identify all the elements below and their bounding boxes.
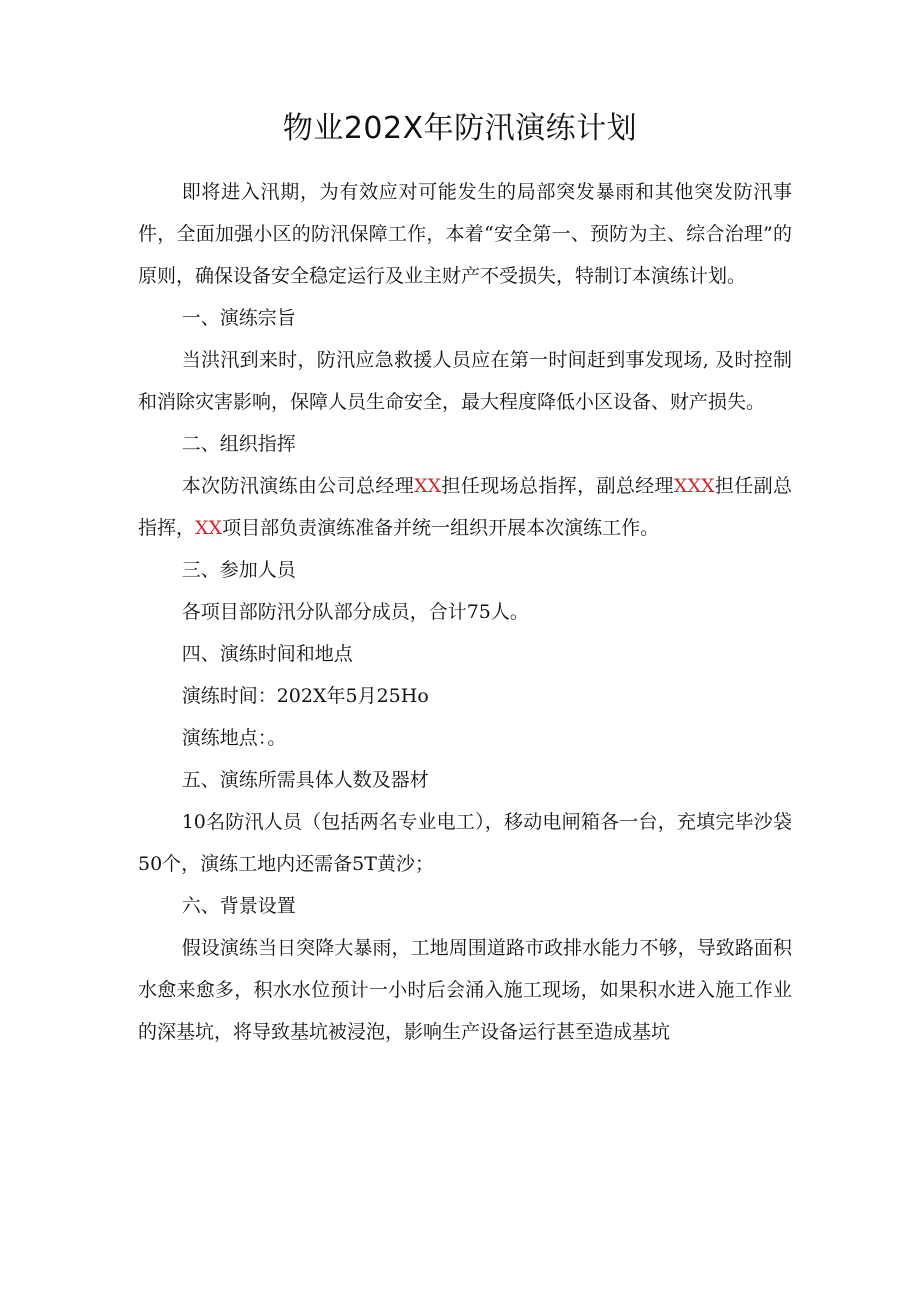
intro-paragraph: 即将进入汛期，为有效应对可能发生的局部突发暴雨和其他突发防汛事件，全面加强小区的防汛保障工作，本着“安全第一、预防为主、综合治理”的原则，确保设备安全稳定运行及业主财产不受损失，特制订本演练计划。 [138,181,792,287]
drill-time: 演练时间：202X年5月25Ho [181,685,429,707]
section-heading-scenario: 六、背景设置 [181,895,296,917]
command-text-4: 项目部负责演练准备并统一组织开展本次演练工作。 [222,517,660,539]
section-heading-purpose: 一、演练宗旨 [181,307,296,329]
command-text-1: 本次防汛演练由公司总经理 [181,475,415,497]
section-heading-participants: 三、参加人员 [181,559,296,581]
section-heading-command: 二、组织指挥 [181,433,296,455]
scenario-paragraph: 假设演练当日突降大暴雨，工地周围道路市政排水能力不够，导致路面积水愈来愈多，积水水位预计一小时后会涌入施工现场，如果积水进入施工作业的深基坑，将导致基坑被浸泡，影响生产设备运行甚至造成基坑 [138,937,792,1043]
placeholder-general-manager: XX [414,475,442,497]
document-body [138,171,792,1053]
purpose-paragraph: 当洪汛到来时，防汛应急救援人员应在第一时间赶到事发现场, 及时控制和消除灾害影响，保障人员生命安全，最大程度降低小区设备、财产损失。 [138,349,792,413]
command-paragraph [138,465,792,549]
section-heading-time-place: 四、演练时间和地点 [181,643,353,665]
drill-location: 演练地点：。 [181,727,287,749]
command-text-3: 担任副总指挥， [138,475,792,539]
placeholder-deputy-manager: XXX [673,475,715,497]
equipment-paragraph: 10名防汛人员（包括两名专业电工），移动电闸箱各一台，充填完毕沙袋50个，演练工地内还需备5T黄沙； [138,811,792,875]
section-heading-equipment: 五、演练所需具体人数及器材 [181,769,429,791]
command-text-2: 担任现场总指挥，副总经理 [441,475,674,497]
document-title: 物业202X年防汛演练计划 [282,111,638,147]
placeholder-project-department: XX [195,517,223,539]
participants-paragraph: 各项目部防汛分队部分成员，合计75人。 [181,601,529,623]
